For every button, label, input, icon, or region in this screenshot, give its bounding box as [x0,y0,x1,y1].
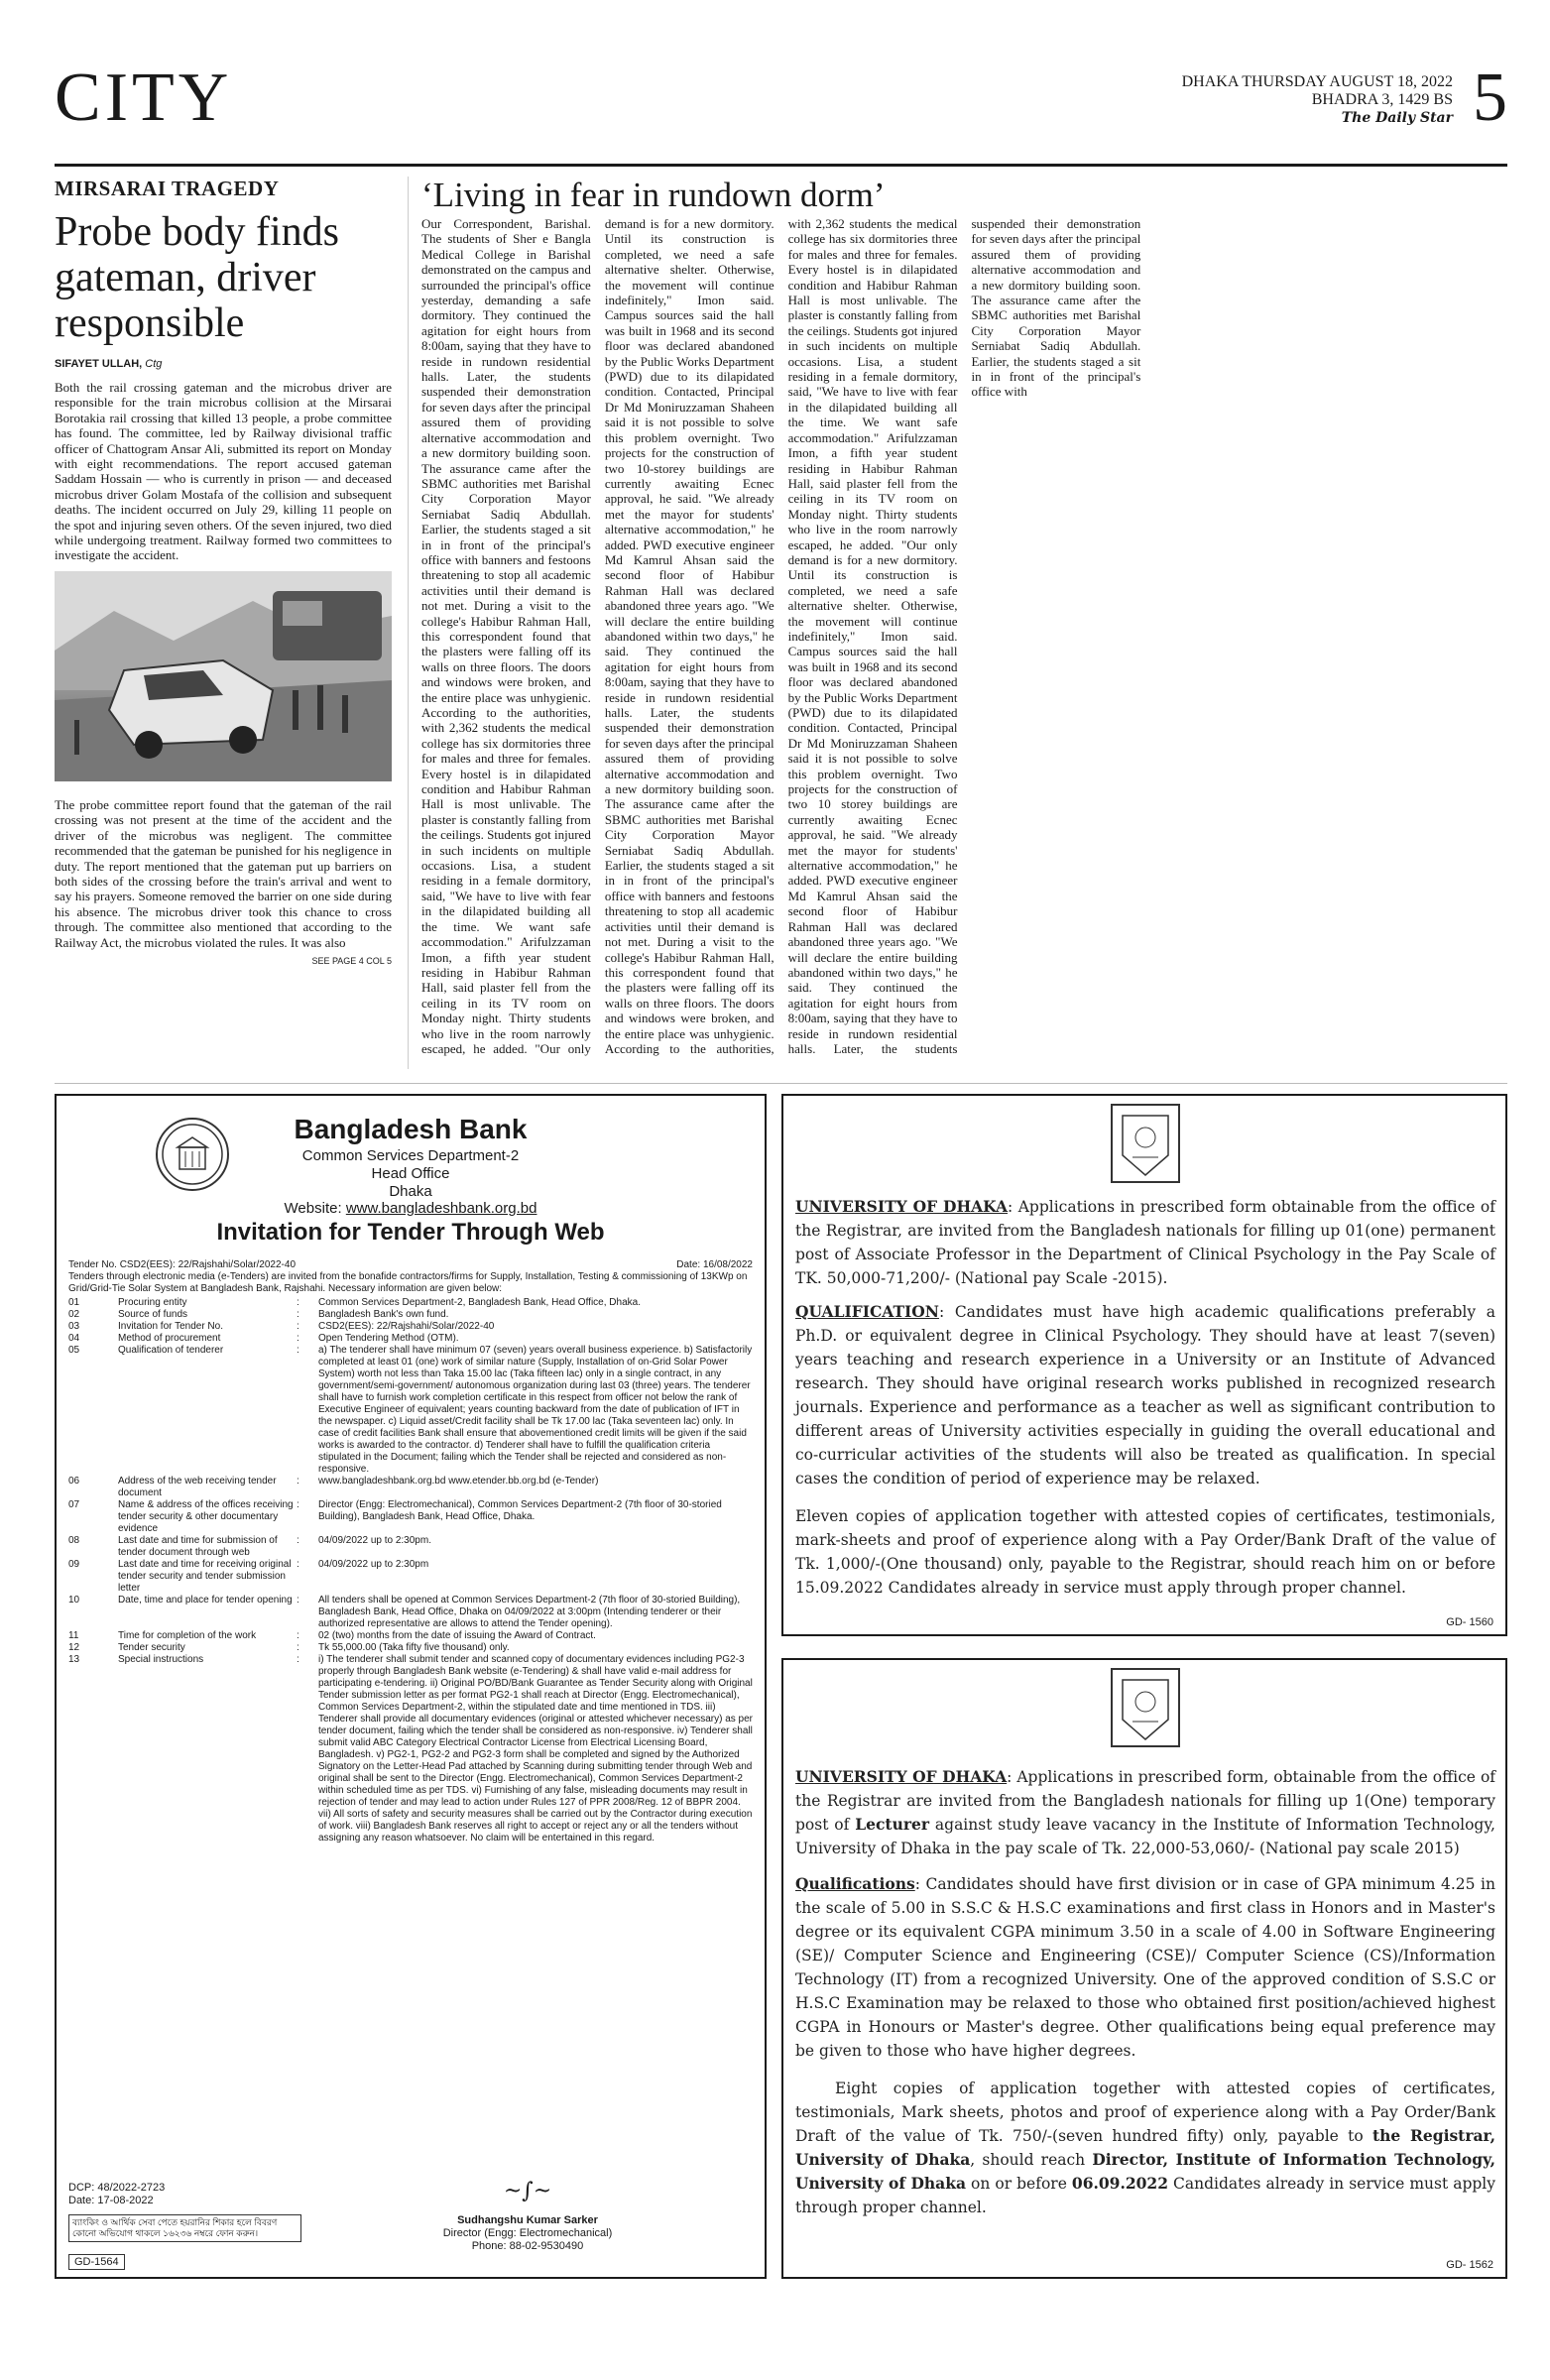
bank-sub-3: Dhaka [389,1183,432,1200]
tender-row-no: 06 [68,1476,80,1487]
tender-row-no: 13 [68,1654,80,1665]
story-byline [55,358,392,370]
tender-row-no: 12 [68,1642,80,1653]
du2-text-1a: : Applications in prescribed form, obtainable from the office of the Registrar are invited from the Bangladesh nationals for filling up 1(One) temporary post of [795,1768,1496,1834]
tender-row-colon: : [297,1654,299,1665]
tender-row-label: Qualification of tenderer [118,1345,224,1356]
signature-icon: ~∫~ [503,2179,552,2203]
masthead [55,61,1507,161]
bank-title: Bangladesh Bank [294,1114,528,1144]
du-logo-icon [1111,1668,1180,1747]
tender-body [68,1259,753,1844]
tender-row-value: 02 (two) months from the date of issuing the Award of Contract. [318,1630,596,1641]
column-divider [408,177,409,1069]
du2-text-3c: on or before [966,2175,1072,2193]
tender-row [68,1595,753,1630]
tender-row-value: 04/09/2022 up to 2:30pm. [318,1535,431,1546]
tender-row-label: Address of the web receiving tender document [118,1476,277,1498]
du1-body [795,1195,1495,1600]
signer-name: Sudhangshu Kumar Sarker [457,2214,598,2226]
du-associate-professor-ad [781,1094,1507,1636]
accident-photo [55,571,392,781]
tender-row-label: Date, time and place for tender opening [118,1595,293,1606]
paper-name: The Daily Star [1341,110,1453,126]
du2-text-1b: against study leave vacancy in the Institute of Information Technology, University of Dhaka in the pay scale of Tk. 22,000-53,060/- (National pay scale 2015) [795,1816,1495,1857]
tender-row [68,1559,753,1595]
du1-qual-heading: QUALIFICATION [795,1302,939,1321]
du2-text-3a: Eight copies of application together with attested copies of certificates, testimonials, Mark sheets, photos and proof of experience along with a Pay Order/Bank Draft of the value of Tk. 750/-(seven hundred fifty) only, payable to [795,2080,1495,2145]
story-headline[interactable]: Probe body finds gateman, driver responsible [55,209,339,346]
tender-row-value: Director (Engg: Electromechanical), Common Services Department-2 (7th floor of 30-storied Building), Bangladesh Bank, Head Office, Dhaka. [318,1499,722,1522]
du1-para-1 [795,1195,1495,1290]
story-column: Our Correspondent, Barishal. The students of Sher e Bangla Medical College in Barishal demonstrated on the campus and surrounded the principal's office yesterday, demanding a safe dormitory. They continued the agitation for eight hours from 8:00am, saying that they have to reside in rundown residential halls. Later, the students suspended their demonstration for seven days after the principal assured them of providing alternative accommodation and a new dormitory building soon. The assurance came after the SBMC authorities met Barishal City Corporation Mayor Serniabat Sadiq Abdullah. Earlier, the students staged a sit in in front of the principal's office with banners and festoons threatening to stop all academic activities until their demand is not met. During a visit to the college's Habibur Rahman Hall, this correspondent found that the plasters were falling off its walls on three floors. The doors and windows were broken, and the entire place was unhygienic. According to the authorities, with 2,362 students the medical college has six dormitories three for males and three for females. Every hostel is in dilapidated condition and Habibur Rahman Hall is most unlivable. The plaster is constantly falling from the ceilings. Students got injured in such incidents on multiple occasions. Lisa, a student residing in a female dormitory, said, "We have to live with fear in the dilapidated building all the time. We want safe accommodation." Arifulzzaman Imon, a fifth year student residing in Habibur Rahman Hall, said plaster fell from the ceiling in its TV room on Monday night. Thirty students who live in the room narrowly escaped, he added. "Our only demand is for a new dormitory. Until its construction is completed, we need a safe alternative shelter. Otherwise, the movement will continue indefinitely," Imon said. Campus sources said the hall was built in 1968 and its second floor was declared abandoned by the Public Works Department (PWD) due to its dilapidated condition. Contacted, Principal Dr Md Moniruzzaman Shaheen said it is not possible to solve this problem overnight. Two projects for the construction of two 10-storey buildings are currently awaiting Ecnec approval, he said. "We already met the mayor for students' alternative accommodation," he added. PWD executive engineer Md Kamrul Ahsan said the second floor of Habibur Rahman Hall was declared abandoned three years ago. "We will declare the entire building abandoned within two days," he said. They continued the agitation for eight hours from 8:00am, saying that they have to reside in rundown residential halls. Later, the students suspended their demonstration for seven days after the principal assured them of providing alternative accommodation and a new dormitory building soon. The assurance came after the SBMC authorities met Barishal City Corporation Mayor Serniabat Sadiq Abdullah. Earlier, the students staged a sit in in front of the principal's office with banners and festoons threatening to stop all academic activities until their demand is not met. During a visit to the college's Habibur Rahman Hall, this correspondent found that the plasters were falling off its walls on three floors. The doors and windows were broken, and the entire place was unhygienic. According to the authorities, with 2,362 students the medical college has six dormitories three for males and three for females. Every hostel is in dilapidated condition and Habibur Rahman Hall is most unlivable. The plaster is constantly falling from the ceilings. Students got injured in such incidents on multiple occasions. Lisa, a student residing in a female dormitory, said, "We have to live with fear in the dilapidated building all the time. We want safe accommodation." Arifulzzaman Imon, a fifth year student residing in Habibur Rahman Hall, said plaster fell from the ceiling in its TV room on Monday night. Thirty students who live in the room narrowly escaped, he added. "Our only demand is for a new dormitory. Until its construction is completed, we need a safe alternative shelter. Otherwise, the movement will continue indefinitely," Imon said. Campus sources said the hall was built in 1968 and its second floor was declared abandoned by the Public Works Department (PWD) due to its dilapidated condition. Contacted, Principal Dr Md Moniruzzaman Shaheen said it is not possible to solve this problem overnight. Two projects for the construction of two 10 storey buildings are currently awaiting Ecnec approval, he said. "We already met the mayor for students' alternative accommodation," he added. PWD executive engineer Md Kamrul Ahsan said the second floor of Habibur Rahman Hall was declared abandoned three years ago. "We will declare the entire building abandoned within two days," he said. They continued the agitation for eight hours from 8:00am, saying that they have to reside in rundown residential halls. Later, the students suspended their demonstration for seven days after the principal assured them of providing alternative accommodation and a new dormitory building soon. The assurance came after the SBMC authorities met Barishal City Corporation Mayor Serniabat Sadiq Abdullah. Earlier, the students staged a sit in in front of the principal's office with [421,216,1141,1056]
tender-row-colon: : [297,1499,299,1510]
du1-heading: UNIVERSITY OF DHAKA [795,1197,1009,1216]
signer-title: Director (Engg: Electromechanical) [442,2227,613,2239]
tender-row-no: 05 [68,1345,80,1356]
tender-row [68,1309,753,1321]
tender-date: Date: 16/08/2022 [676,1259,753,1270]
story-columns [421,216,1507,1069]
tender-row-label: Last date and time for submission of tender document through web [118,1535,278,1558]
dcp-date: Date: 17-08-2022 [68,2195,154,2206]
du1-para-2 [795,1300,1495,1490]
du2-text-3d: Candidates already in service must apply through proper channel. [795,2175,1495,2216]
bank-department [57,1147,765,1201]
dateline [1182,73,1453,127]
du2-gd: GD- 1562 [1446,2259,1493,2271]
du1-gd: GD- 1560 [1446,1616,1493,1628]
tender-row-colon: : [297,1333,299,1344]
tender-row-label: Special instructions [118,1654,204,1665]
tender-row [68,1297,753,1309]
bank-sub-2: Head Office [371,1165,450,1182]
wrecked-microbus-image [55,571,392,781]
tender-row [68,1476,753,1499]
see-page-link[interactable]: SEE PAGE 4 COL 5 [311,955,392,966]
tender-row-colon: : [297,1297,299,1308]
tender-row-no: 03 [68,1321,80,1332]
tender-row-value: i) The tenderer shall submit tender and scanned copy of documentary evidences including PG2-3 properly through Bangladesh Bank website (e-Tendering) & shall have valid e-mail address for participating e-tendering. ii) Original PO/BD/Bank Guarantee as Tender Security along with Original Tender submission letter as per format PG2-1 shall reach at Director (Engg. Electromechanical), Common Services Department-2, within the stipulated date and time mentioned in TDS. iii) Tenderer shall provide all documentary evidences (original or attested whichever necessary) as per tender document, failing which the tender shall be considered as non-responsive. iv) Tenderer shall submit valid ABC Category Electrical Contractor License from Electrical Licensing Board, Bangladesh. v) PG2-1, PG2-2 and PG2-3 form shall be completed and signed by the Authorized Signatory on the Letter-Head Pad attached by Scanning during submitting tender through Web and original shall be sent to the Director (Engg. Electromechanical), Common Services Department-2 within scheduled time as per TDS. vi) Furnishing of any false, misleading documents may result in rejection of tender and may lead to action under Rules 127 of PPR 2008/Reg. 12 of BBPR 2004. vii) All sorts of safety and security measures shall be carried out by the Contractor during execution of work. viii) Bangladesh Bank reserves all right to accept or reject any or all the tenders without assigning any reason whatsoever. No claim will be entertained in this regard. [318,1654,753,1844]
bangla-notice: ব্যাংকিং ও আর্থিক সেবা পেতে হয়রানির শিকার হলে বিবরণ কোনো অভিযোগ থাকলে ১৬২৩৬ নম্বরে ফোন করুন। [68,2214,301,2242]
story-kicker: MIRSARAI TRAGEDY [55,177,280,200]
du2-director: Director, Institute of Information Technology, University of Dhaka [795,2150,1495,2193]
tender-row-value: www.bangladeshbank.org.bd www.etender.bb.org.bd (e-Tender) [318,1476,599,1487]
tender-row-value: Tk 55,000.00 (Taka fifty five thousand) only. [318,1642,510,1653]
tender-row-label: Tender security [118,1642,185,1653]
tender-row-label: Procuring entity [118,1297,187,1308]
tender-row-no: 09 [68,1559,80,1570]
page-number: 5 [1473,60,1507,136]
du2-para-1 [795,1765,1495,1860]
du2-para-2 [795,1872,1495,2063]
tender-row-label: Name & address of the offices receiving tender security & other documentary evidence [118,1499,294,1534]
tender-row-value: Open Tendering Method (OTM). [318,1333,459,1344]
tender-row-value: All tenders shall be opened at Common Services Department-2 (7th floor of 30-storied Building), Bangladesh Bank, Head Office, Dhaka on 04/09/2022 at 3:00pm (Intending tenderer or their authorized representative are allows to attend the Tender opening). [318,1595,741,1629]
tender-table [68,1297,753,1844]
top-rule [55,164,1507,167]
tender-row [68,1499,753,1535]
tender-number: Tender No. CSD2(EES): 22/Rajshahi/Solar/2022-40 [68,1259,297,1270]
tender-row-value: Common Services Department-2, Bangladesh Bank, Head Office, Dhaka. [318,1297,641,1308]
du2-post: Lecturer [855,1815,930,1834]
date-line-1: DHAKA THURSDAY AUGUST 18, 2022 [1181,73,1453,90]
du-logo-icon [1111,1104,1180,1183]
tender-row-colon: : [297,1345,299,1356]
tender-row-value: Bangladesh Bank's own fund. [318,1309,449,1320]
tender-row [68,1630,753,1642]
signature-block [404,2179,652,2253]
story-mirsarai [55,177,392,966]
tender-row-colon: : [297,1476,299,1487]
tender-row-label: Last date and time for receiving original tender security and tender submission letter [118,1559,292,1594]
story-lead: Both the rail crossing gateman and the microbus driver are responsible for the train microbus collision at the Mirsarai Borotakia rail crossing that killed 13 people, a probe committee has found. The committee, led by Railway divisional traffic officer of Chattogram Ansar Ali, submitted its report on Monday with eight recommendations. The report accused gateman Saddam Hossain — who is currently in prison — and deceased microbus driver Golam Mostafa of the collision and subsequent deaths. The incident occurred on July 29, killing 11 people on the spot and injuring seven others. Of the seven injured, two died while undergoing treatment. Railway formed two committees to investigate the accident. [55,380,392,563]
tender-row [68,1642,753,1654]
tender-row-label: Invitation for Tender No. [118,1321,223,1332]
tender-row-no: 08 [68,1535,80,1546]
tender-row-no: 11 [68,1630,79,1641]
bank-sub-1: Common Services Department-2 [301,1147,520,1164]
du2-text-2: : Candidates should have first division or in case of GPA minimum 4.25 in the scale of 5.00 in S.S.C & H.S.C examinations and first class in Honors and in Master's degree or its equivalent CGPA minimum 3.50 in a scale of 4.00 in Software Engineering (SE)/ Computer Science and Engineering (CSE)/ Computer Science (CS)/Information Technology (IT) from a recognized University. One of the approved condition of S.S.C or H.S.C Examination may be relaxed to those who obtained first position/achieved highest CGPA in Honours or Master's degree. Other qualifications being equal preference may be given to those who have higher degrees. [795,1875,1495,2060]
du2-text-3b: , should reach [970,2151,1093,2169]
tender-row-no: 07 [68,1499,80,1510]
tender-invitation-title: Invitation for Tender Through Web [216,1219,605,1246]
byline-place: Ctg [145,358,163,370]
du-lecturer-ad [781,1658,1507,2279]
du2-qual-heading: Qualifications [795,1874,915,1893]
du1-text-2: : Candidates must have high academic qualifications preferably a Ph.D. or equivalent degree in Clinical Psychology. They should have at least 7(seven) years teaching and research experience in a University or an Institute of Advanced research. They should have original research works published in recognized research journals. Experience and performance as a teacher as well as significant contribution to different areas of University activities especially in guiding the overall educational and co-curricular activities of the students will also be treated as qualification. In special cases the condition of period of experience may be relaxed. [795,1303,1495,1488]
tender-row [68,1535,753,1559]
tender-row-no: 01 [68,1297,80,1308]
tender-row-value: 04/09/2022 up to 2:30pm [318,1559,429,1570]
tender-row-value: CSD2(EES): 22/Rajshahi/Solar/2022-40 [318,1321,495,1332]
tender-row [68,1345,753,1476]
du2-deadline: 06.09.2022 [1071,2174,1168,2193]
du2-body [795,1765,1495,2219]
tender-row-colon: : [297,1535,299,1546]
story-continued: The probe committee report found that the gateman of the rail crossing was not present at the time of the accident and the driver of the microbus was negligent. The committee recommended that the gateman be punished for his negligence in duty. The report mentioned that the gateman put up barriers on both sides of the crossing before the train's arrival and went to say his prayers. Someone removed the barrier on one side during his absence. The microbus driver took this chance to cross through. The committee also mentioned that according to the Railway Act, the microbus violated the rules. It was also [55,796,392,950]
tender-row-label: Method of procurement [118,1333,221,1344]
tender-row-colon: : [297,1321,299,1332]
signer-phone: Phone: 88-02-9530490 [471,2240,584,2252]
tender-row-no: 04 [68,1333,80,1344]
dcp-info [68,2182,165,2207]
bangladesh-bank-tender-ad [55,1094,767,2279]
tender-row [68,1333,753,1345]
tender-row [68,1654,753,1844]
tender-intro: Tenders through electronic media (e-Tenders) are invited from the bonafide contractors/firms for Supply, Installation, Testing & commissioning of 13KWp on Grid/Grid-Tie Solar System at Bangladesh Bank, Rajshahi. Necessary information are given below: [68,1271,748,1294]
dcp-number: DCP: 48/2022-2723 [68,2182,166,2194]
tender-row-value: a) The tenderer shall have minimum 07 (seven) years overall business experience. b) Satisfactorily completed at least 01 (one) work of similar nature (Supply, Installation of on-Grid Solar Power System) worth not less than Taka 15.00 lac (Taka fifteen lac) only in a single contract, in any government/semi-government/ autonomous organization during last 03 (three) years. The tenderer shall have to furnish work completion certificate in this respect from officer not below the rank of Executive Engineer of equivalent; years counting backward from the date of publication of IFT in the newspaper. c) Liquid asset/Credit facility shall be Tk 17.00 lac (Taka seventeen lac) only. In case of credit facilities Bank shall ensure that abovementioned credit limits will be given if the said works is awarded to the contractor. d) Tenderer shall have to fulfill the qualification criteria stipulated in the Document; failing which the Tender shall be rejected and considered as non-responsive. [318,1345,753,1475]
bank-website [57,1200,765,1217]
gd-number: GD-1564 [68,2254,125,2270]
du1-para-3: Eleven copies of application together with attested copies of certificates, testimonials, mark-sheets and proof of experience along with a Pay Order/Bank Draft of the value of Tk. 1,000/-(One thousand) only, payable to the Registrar, should reach him on or before 15.09.2022 Candidates already in service must apply through proper channel. [795,1507,1495,1597]
story-dorm [421,177,1507,1069]
tender-row-no: 10 [68,1595,80,1606]
story-headline-dorm[interactable]: ‘Living in fear in rundown dorm’ [421,176,886,214]
website-label: Website: [284,1200,342,1217]
tender-row-label: Source of funds [118,1309,188,1320]
byline-name: SIFAYET ULLAH, [55,358,143,370]
tender-row-colon: : [297,1630,299,1641]
website-link[interactable]: www.bangladeshbank.org.bd [345,1200,537,1217]
tender-row-colon: : [297,1559,299,1570]
tender-row [68,1321,753,1333]
section-name: CITY [55,60,233,136]
du1-text-1: : Applications in prescribed form obtainable from the office of the Registrar, are invited from the Bangladesh nationals for filling up 01(one) permanent post of Associate Professor in the Department of Clinical Psychology in the Pay Scale of TK. 50,000-71,200/- (National pay Scale -2015). [795,1198,1495,1287]
tender-row-colon: : [297,1309,299,1320]
tender-row-colon: : [297,1595,299,1606]
section-divider [55,1083,1507,1084]
date-line-2: BHADRA 3, 1429 BS [1311,91,1453,108]
tender-row-label: Time for completion of the work [118,1630,257,1641]
tender-row-no: 02 [68,1309,80,1320]
du2-heading: UNIVERSITY OF DHAKA [795,1767,1008,1786]
tender-row-colon: : [297,1642,299,1653]
du2-para-3 [795,2077,1495,2219]
du2-registrar: the Registrar, University of Dhaka [795,2126,1495,2169]
